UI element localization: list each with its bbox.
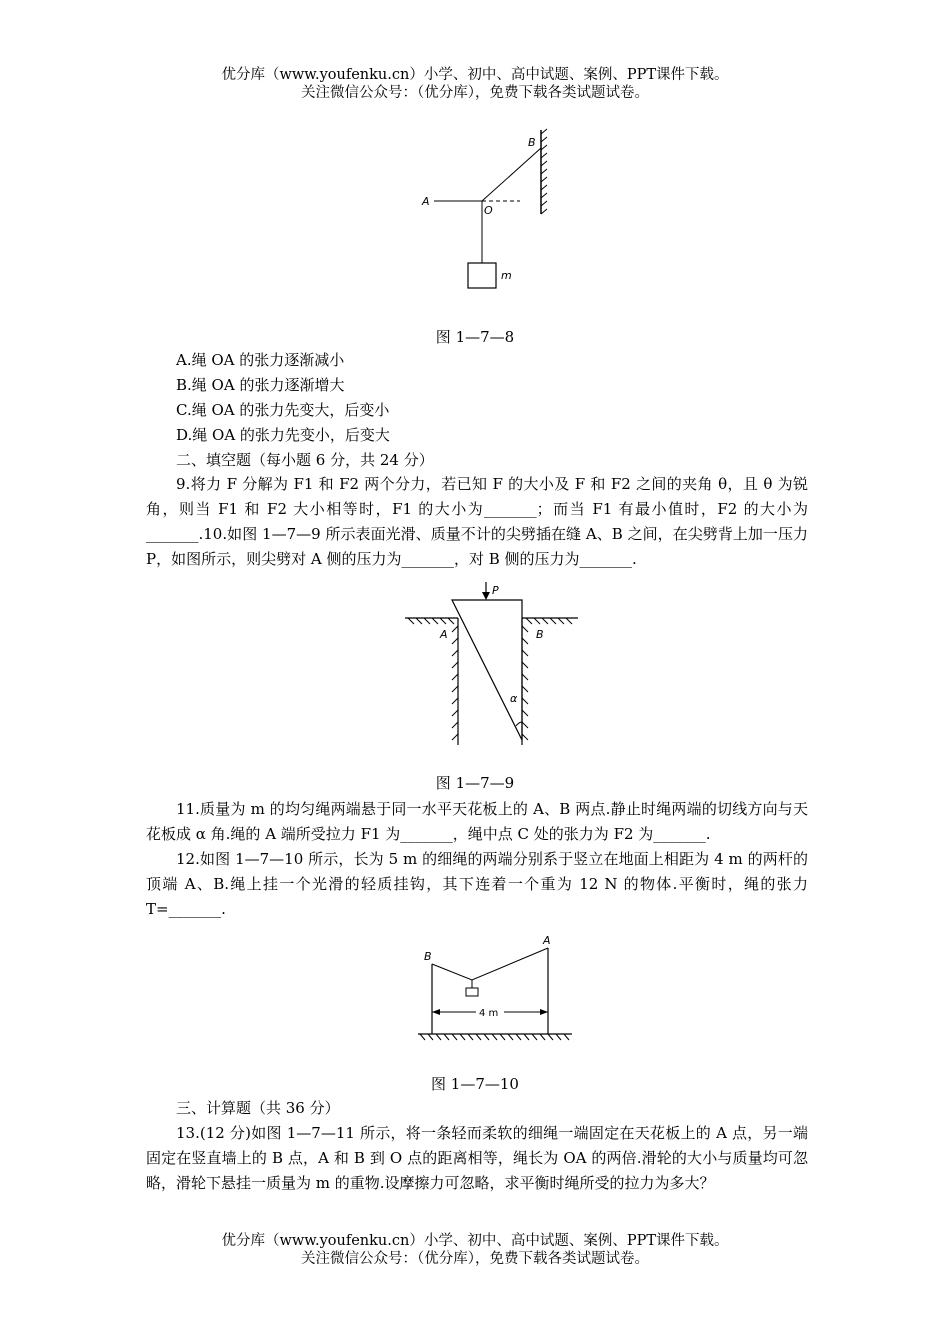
footer-line-1: 优分库（www.youfenku.cn）小学、初中、高中试题、案例、PPT课件下载。 bbox=[221, 1233, 729, 1249]
figure-1-7-10 bbox=[410, 930, 580, 1050]
fig9-label-a: A bbox=[440, 628, 448, 641]
fig9-label-p: P bbox=[492, 584, 499, 597]
fig9-label-b: B bbox=[536, 628, 544, 641]
fig9-label-alpha: α bbox=[510, 692, 518, 705]
footer-line-2: 关注微信公众号：（优分库），免费下载各类试题试卷。 bbox=[301, 1251, 649, 1267]
fig8-label-o: O bbox=[484, 204, 493, 217]
figure-1-7-9 bbox=[400, 580, 590, 750]
fig10-label-b: B bbox=[424, 950, 432, 963]
section-2-title: 二、填空题（每小题 6 分，共 24 分） bbox=[176, 451, 434, 469]
fig8-label-m: m bbox=[501, 269, 512, 282]
option-b: B.绳 OA 的张力逐渐增大 bbox=[176, 376, 345, 394]
header-line-1: 优分库（www.youfenku.cn）小学、初中、高中试题、案例、PPT课件下载。 bbox=[221, 67, 729, 83]
option-a: A.绳 OA 的张力逐渐减小 bbox=[176, 351, 345, 369]
option-c: C.绳 OA 的张力先变大，后变小 bbox=[176, 401, 390, 419]
question-11: 11.质量为 m 的均匀绳两端悬于同一水平天花板上的 A、B 两点.静止时绳两端的切线方向与天花板成 α 角.绳的 A 端所受拉力 F1 为_______，绳中点 C 处的张力为 F2 为_______. bbox=[146, 800, 808, 843]
fig10-label-dist: 4 m bbox=[479, 1008, 499, 1019]
option-d: D.绳 OA 的张力先变小，后变大 bbox=[176, 426, 390, 444]
question-13: 13.(12 分)如图 1—7—11 所示，将一条轻而柔软的细绳一端固定在天花板上的 A 点，另一端固定在竖直墙上的 B 点，A 和 B 到 O 点的距离相等，绳长为 OA 的两倍.滑轮的大小与质量均可忽略，滑轮下悬挂一质量为 m 的重物.设摩擦力可忽略，求平衡时绳所受的拉力为多大？ bbox=[146, 1124, 808, 1192]
fig9-caption: 图 1—7—9 bbox=[435, 774, 515, 792]
fig10-caption: 图 1—7—10 bbox=[431, 1075, 519, 1093]
question-12: 12.如图 1—7—10 所示，长为 5 m 的细绳的两端分别系于竖立在地面上相距为 4 m 的两杆的顶端 A、B.绳上挂一个光滑的轻质挂钩，其下连着一个重为 12 N 的物体.平衡时，绳的张力 T=_______. bbox=[146, 850, 808, 918]
fig8-label-a: A bbox=[422, 195, 430, 208]
fig10-label-a: A bbox=[543, 934, 551, 947]
fig8-caption: 图 1—7—8 bbox=[435, 328, 515, 346]
section-3-title: 三、计算题（共 36 分） bbox=[176, 1099, 340, 1117]
figure-1-7-8 bbox=[400, 128, 580, 298]
fig8-label-b: B bbox=[528, 136, 536, 149]
header-line-2: 关注微信公众号：（优分库），免费下载各类试题试卷。 bbox=[301, 85, 649, 101]
question-9-10: 9.将力 F 分解为 F1 和 F2 两个分力，若已知 F 的大小及 F 和 F2 之间的夹角 θ，且 θ 为锐角，则当 F1 和 F2 大小相等时，F1 的大小为_______；而当 F1 有最小值时，F2 的大小为_______.10.如图 1—7—9 所示表面光滑、质量不计的尖劈插在缝 A、B 之间，在尖劈背上加一压力 P，如图所示，则尖劈对 A 侧的压力为_______，对 B 侧的压力为_______. bbox=[146, 475, 808, 568]
